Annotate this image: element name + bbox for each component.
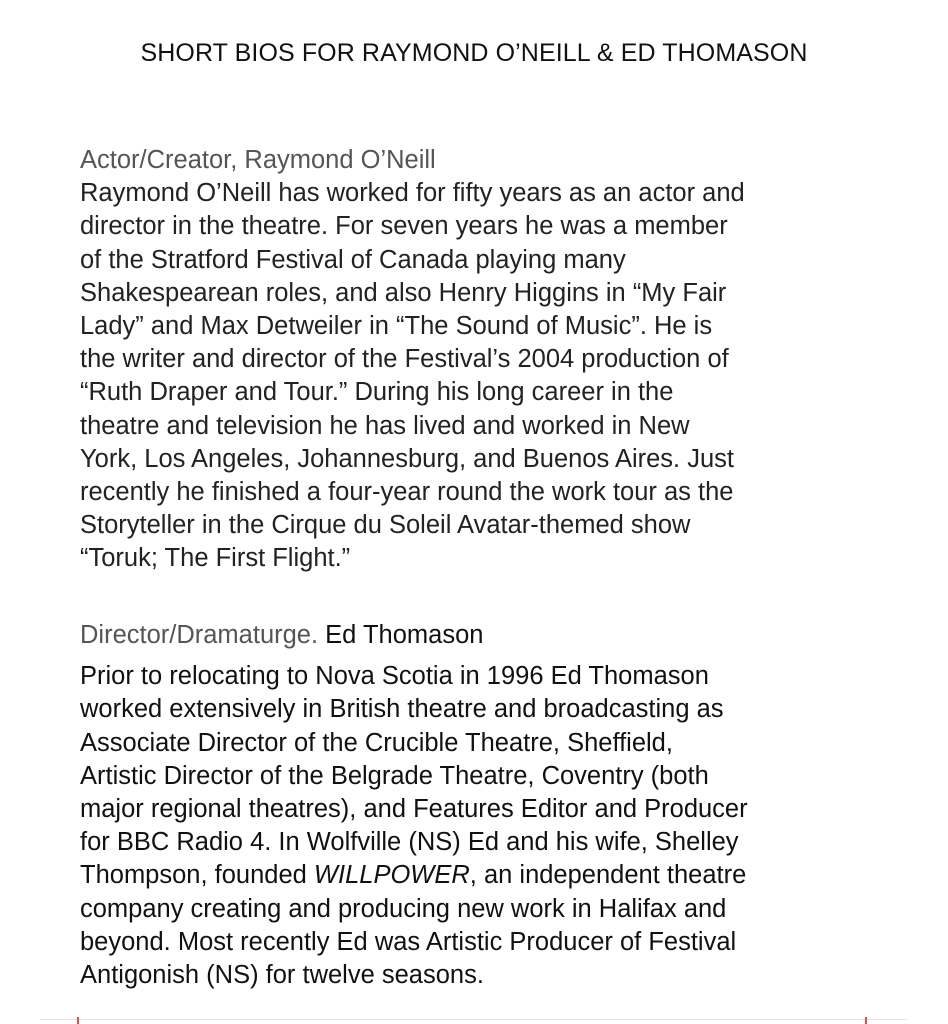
- text-line: director in the theatre. For seven years he was a member: [80, 212, 728, 241]
- bio-role: Director/Dramaturge.: [80, 621, 326, 649]
- text-line: Artistic Director of the Belgrade Theatre, Coventry (both: [80, 761, 709, 790]
- bio-role: Actor/Creator,: [80, 146, 245, 174]
- bio-name: Raymond O’Neill: [244, 146, 436, 174]
- bio-heading: [80, 619, 880, 652]
- text-line: beyond. Most recently Ed was Artistic Producer of Festival: [80, 927, 737, 956]
- right-margin-marker: [865, 1017, 867, 1024]
- text-line: Storyteller in the Cirque du Soleil Avatar-themed show: [80, 511, 691, 540]
- text-line: worked extensively in British theatre and broadcasting as: [80, 695, 724, 724]
- company-name-italic: WILLPOWER: [313, 861, 470, 890]
- bio-raymond-oneill: [80, 144, 880, 576]
- text-line: recently he finished a four-year round the work tour as the: [80, 478, 734, 507]
- bio-heading: [80, 144, 880, 177]
- text-line: Raymond O’Neill has worked for fifty years as an actor and: [80, 179, 745, 208]
- text-line: of the Stratford Festival of Canada playing many: [80, 245, 626, 274]
- text-line: “Ruth Draper and Tour.” During his long career in the: [80, 378, 674, 407]
- text-line: Antigonish (NS) for twelve seasons.: [80, 961, 484, 990]
- text-line: Prior to relocating to Nova Scotia in 1996 Ed Thomason: [80, 662, 709, 691]
- text-segment: Thompson, founded: [80, 861, 314, 890]
- text-line: major regional theatres), and Features Editor and Producer: [80, 795, 748, 824]
- page-title: SHORT BIOS FOR RAYMOND O’NEILL & ED THOMASON: [140, 39, 808, 67]
- bio-ed-thomason: [80, 619, 880, 992]
- text-line: Associate Director of the Crucible Theatre, Sheffield,: [80, 728, 673, 757]
- text-line: company creating and producing new work in Halifax and: [80, 894, 727, 923]
- text-line: “Toruk; The First Flight.”: [80, 544, 351, 573]
- text-line: [80, 859, 880, 892]
- text-segment: , an independent theatre: [469, 861, 747, 890]
- text-line: for BBC Radio 4. In Wolfville (NS) Ed and his wife, Shelley: [80, 828, 739, 857]
- text-line: Shakespearean roles, and also Henry Higgins in “My Fair: [80, 278, 727, 307]
- text-line: the writer and director of the Festival’s 2004 production of: [80, 345, 729, 374]
- text-line: theatre and television he has lived and worked in New: [80, 411, 690, 440]
- bio-text: [80, 177, 880, 575]
- page-bottom-divider: [40, 1019, 908, 1020]
- text-line: Lady” and Max Detweiler in “The Sound of Music”. He is: [80, 312, 713, 341]
- bio-text: [80, 660, 880, 992]
- left-margin-marker: [77, 1017, 79, 1024]
- text-line: York, Los Angeles, Johannesburg, and Buenos Aires. Just: [80, 444, 734, 473]
- bio-name: Ed Thomason: [325, 621, 484, 649]
